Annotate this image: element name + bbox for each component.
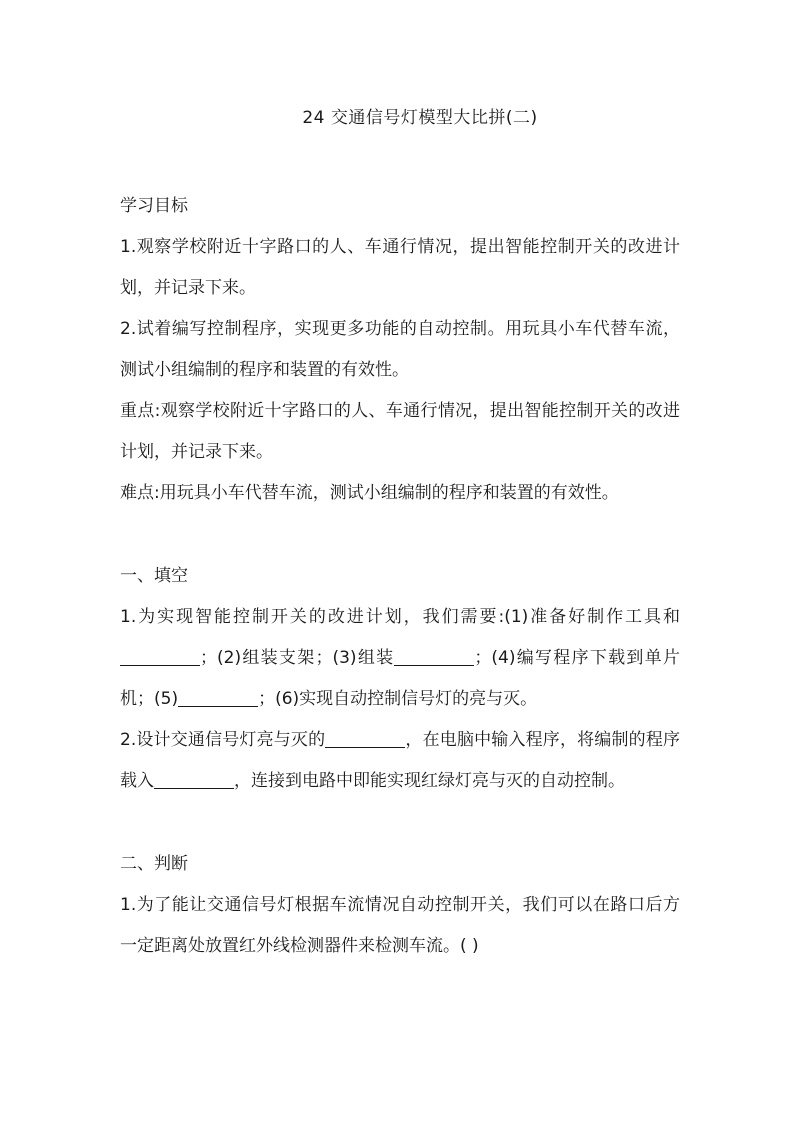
q1-text-4: ；(6)实现自动控制信号灯的亮与灭。 — [258, 689, 538, 709]
q1-text-1: 1.为实现智能控制开关的改进计划，我们需要:(1)准备好制作工具和 — [120, 607, 680, 627]
document-body — [120, 186, 680, 967]
q1-text-3: ；(4)编写程序下载到单片机；(5) — [120, 648, 680, 709]
fill-blank-question-2 — [120, 720, 680, 802]
key-point: 重点:观察学校附近十字路口的人、车通行情况，提出智能控制开关的改进计划，并记录下来。 — [120, 401, 680, 462]
answer-blank[interactable] — [120, 647, 200, 666]
spacer — [120, 514, 680, 556]
q2-text-2: ，在电脑中输入程序，将编制的程序载入 — [120, 730, 680, 791]
spacer — [120, 802, 680, 844]
q1-text-2: ；(2)组装支架；(3)组装 — [200, 648, 395, 668]
judgment-question-1: 1.为了能让交通信号灯根据车流情况自动控制开关，我们可以在路口后方一定距离处放置红外线检测器件来检测车流。( ) — [120, 895, 680, 956]
answer-blank[interactable] — [394, 647, 474, 666]
objective-item-1: 1.观察学校附近十字路口的人、车通行情况，提出智能控制开关的改进计划，并记录下来。 — [120, 237, 680, 298]
q2-text-3: ，连接到电路中即能实现红绿灯亮与灭的自动控制。 — [234, 771, 625, 791]
fill-blank-heading: 一、填空 — [120, 566, 188, 586]
answer-blank[interactable] — [178, 688, 258, 707]
answer-blank[interactable] — [325, 729, 405, 748]
fill-blank-question-1 — [120, 597, 680, 720]
objective-item-2: 2.试着编写控制程序，实现更多功能的自动控制。用玩具小车代替车流，测试小组编制的程序和装置的有效性。 — [120, 319, 680, 380]
judgment-heading: 二、判断 — [120, 854, 188, 874]
difficulty-point: 难点:用玩具小车代替车流，测试小组编制的程序和装置的有效性。 — [120, 483, 619, 503]
page-title: 24 交通信号灯模型大比拼(二) — [302, 108, 538, 128]
objectives-heading: 学习目标 — [120, 196, 188, 216]
answer-blank[interactable] — [154, 770, 234, 789]
q2-text-1: 2.设计交通信号灯亮与灭的 — [120, 730, 326, 750]
